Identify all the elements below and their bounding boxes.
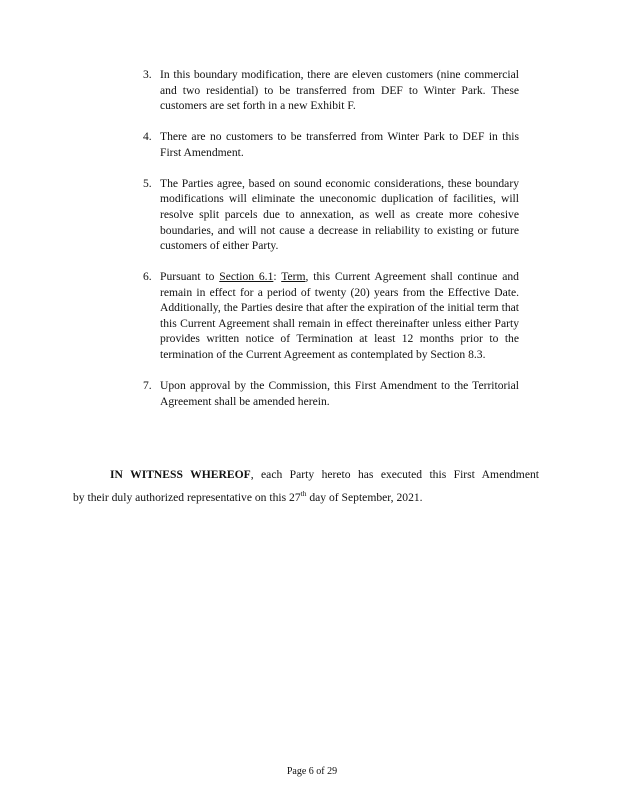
item-number: 5. (143, 176, 152, 190)
witness-text-1: , each Party hereto has executed this First Amendment (250, 468, 539, 481)
item-number: 7. (143, 379, 152, 393)
witness-heading: IN WITNESS WHEREOF (110, 468, 251, 481)
page-number: Page 6 of 29 (286, 766, 338, 777)
item-number: 4. (143, 130, 152, 144)
section-reference: Section 6.1 (219, 270, 274, 284)
amendment-items (143, 67, 519, 425)
list-item (143, 378, 519, 409)
item-number: 6. (143, 270, 152, 284)
list-item (143, 129, 519, 160)
witness-line-2 (73, 486, 539, 509)
item-text: The Parties agree, based on sound economic considerations, these boundary modifications will eliminate the uneconomic duplication of facilities, will resolve split parcels due to annexation, as well as create more cohesive boundaries, and will not cause a decrease in reliability to existing or future customers of either Party. (160, 176, 519, 253)
item-text-pre: Pursuant to (160, 270, 220, 284)
item-text: , this Current Agreement shall continue and remain in effect for a period of twenty (20) years from the Effective Date. Additionally, the Parties desire that after the expiration of the initial term that this Current Agreement shall remain in effect thereinafter unless either Party provides written notice of Termination at least 12 months prior to the termination of the Current Agreement as contemplated by Section 8.3. (160, 270, 519, 362)
item-number: 3. (143, 68, 152, 81)
ordinal-suffix: th (300, 489, 307, 499)
list-item (143, 67, 519, 114)
witness-text-3: day of September, 2021. (306, 491, 423, 504)
witness-line-1 (73, 463, 539, 486)
list-item (143, 176, 519, 254)
list-item (143, 269, 519, 363)
witness-text-2: by their duly authorized representative on this 27 (73, 491, 301, 504)
item-text: Upon approval by the Commission, this First Amendment to the Territorial Agreement shall be amended herein. (160, 379, 519, 408)
item-text-sep: : (273, 270, 282, 284)
item-text: There are no customers to be transferred from Winter Park to DEF in this First Amendment. (160, 130, 519, 159)
item-text: In this boundary modification, there are eleven customers (nine commercial and two residential) to be transferred from DEF to Winter Park. These customers are set forth in a new Exhibit F. (160, 68, 519, 113)
witness-clause (73, 463, 539, 509)
term-heading: Term (281, 270, 306, 284)
